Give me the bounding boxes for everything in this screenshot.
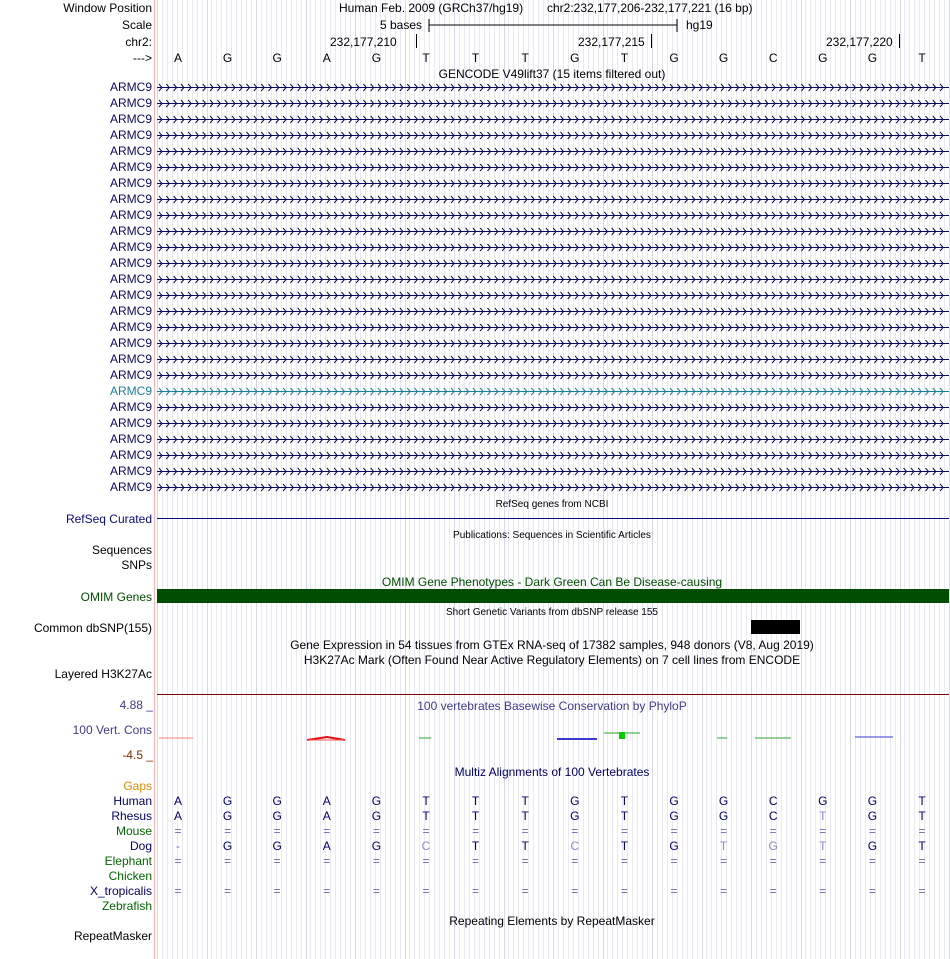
aligned-base: = (521, 824, 529, 838)
ref-base: G (570, 51, 580, 65)
aligned-base: = (521, 854, 529, 868)
gencode-transcript-label[interactable]: ARMC9 (109, 96, 152, 110)
gencode-transcript-feature[interactable] (157, 337, 949, 349)
species-label[interactable]: Chicken (108, 869, 152, 883)
publications-track-title[interactable]: Publications: Sequences in Scientific Articles (453, 530, 651, 541)
gencode-transcript-label[interactable]: ARMC9 (109, 368, 152, 382)
aligned-base: = (571, 824, 579, 838)
aligned-base: G (222, 794, 233, 808)
gencode-transcript-feature[interactable] (157, 257, 949, 269)
phylop-max: 4.88 _ (119, 698, 153, 712)
scale-bar-text: 5 bases (380, 18, 423, 32)
scale-bar (428, 16, 680, 34)
aligned-base: C (421, 839, 431, 853)
ref-base: G (867, 51, 878, 65)
aligned-base: T (471, 809, 480, 823)
aligned-base: G (222, 809, 233, 823)
aligned-base: T (521, 794, 529, 808)
aligned-base: = (472, 884, 480, 898)
aligned-base: = (521, 884, 529, 898)
aligned-base: G (371, 839, 382, 853)
aligned-base: = (868, 854, 876, 868)
coord-210: 232,177,210 (330, 35, 397, 49)
refseq-label[interactable]: RefSeq Curated (65, 512, 152, 526)
gaps-label[interactable]: Gaps (123, 779, 152, 793)
omim-feature[interactable] (157, 589, 949, 603)
gencode-transcript-label[interactable]: ARMC9 (109, 192, 152, 206)
aligned-base: = (372, 854, 380, 868)
aligned-base: = (422, 884, 430, 898)
refseq-feature[interactable] (157, 518, 949, 519)
aligned-base: T (422, 794, 430, 808)
coord-220: 232,177,220 (826, 35, 893, 49)
h3k27ac-signal (157, 694, 949, 695)
gencode-transcript-label[interactable]: ARMC9 (109, 432, 152, 446)
gencode-track-title[interactable]: GENCODE V49lift37 (15 items filtered out) (438, 67, 666, 81)
gencode-transcript-feature[interactable] (157, 401, 949, 413)
aligned-base: T (918, 794, 926, 808)
strand-label: ---> (133, 51, 152, 65)
species-label[interactable]: Human (113, 794, 152, 808)
gencode-transcript-feature[interactable] (157, 369, 949, 381)
aligned-base: G (669, 809, 679, 823)
aligned-base: = (819, 884, 827, 898)
aligned-base: G (272, 809, 282, 823)
gencode-transcript-label[interactable]: ARMC9 (109, 240, 152, 254)
aligned-base: = (868, 884, 876, 898)
aligned-base: = (720, 854, 728, 868)
gencode-transcript-label[interactable]: ARMC9 (109, 128, 152, 142)
aligned-base: C (768, 794, 778, 808)
aligned-base: = (224, 854, 232, 868)
aligned-base: = (769, 884, 777, 898)
aligned-base: G (272, 839, 282, 853)
aligned-base: = (323, 884, 331, 898)
aligned-base: T (620, 794, 629, 808)
aligned-base: G (818, 794, 828, 808)
species-label[interactable]: X_tropicalis (89, 884, 152, 898)
aligned-base: G (718, 809, 729, 823)
assembly-text: Human Feb. 2009 (GRCh37/hg19) (339, 1, 524, 15)
repeatmasker-track-title[interactable]: Repeating Elements by RepeatMasker (449, 914, 655, 928)
gencode-transcript-feature[interactable] (157, 305, 949, 317)
gencode-transcript-feature[interactable] (157, 129, 949, 141)
aligned-base: = (224, 824, 232, 838)
aligned-base: T (521, 839, 529, 853)
coord-tick (899, 34, 900, 48)
aligned-base: = (323, 854, 331, 868)
gencode-transcript-label[interactable]: ARMC9 (109, 208, 152, 222)
aligned-base: = (174, 824, 182, 838)
gencode-transcript-feature[interactable] (157, 225, 949, 237)
aligned-base: = (571, 884, 579, 898)
aligned-base: T (719, 839, 728, 853)
ref-base: A (173, 51, 182, 65)
aligned-base: A (322, 794, 331, 808)
gencode-transcript-feature[interactable] (157, 417, 949, 429)
ref-base: G (222, 51, 233, 65)
window-position-label: Window Position (63, 1, 152, 15)
aligned-base: G (867, 794, 878, 808)
aligned-base: = (720, 824, 728, 838)
gencode-transcript-label[interactable]: ARMC9 (109, 176, 152, 190)
h3k27ac-label[interactable]: Layered H3K27Ac (54, 667, 152, 681)
aligned-base: = (670, 884, 678, 898)
aligned-base: G (272, 794, 282, 808)
repeatmasker-label[interactable]: RepeatMasker (73, 929, 152, 943)
aligned-base: T (620, 809, 629, 823)
aligned-base: T (918, 839, 926, 853)
ref-base: G (718, 51, 729, 65)
gencode-transcript-feature[interactable] (157, 145, 949, 157)
gencode-transcript-feature[interactable] (157, 241, 949, 253)
gencode-transcript-label[interactable]: ARMC9 (109, 224, 152, 238)
aligned-base: A (322, 809, 331, 823)
coord-tick (416, 34, 417, 48)
species-label[interactable]: Rhesus (111, 809, 152, 823)
scale-label: Scale (121, 18, 152, 32)
aligned-base: T (471, 794, 480, 808)
gencode-transcript-label[interactable]: ARMC9 (109, 400, 152, 414)
aligned-base: = (769, 824, 777, 838)
aligned-base: = (273, 884, 281, 898)
gencode-transcript-feature[interactable] (157, 209, 949, 221)
aligned-base: G (222, 839, 233, 853)
aligned-base: = (670, 854, 678, 868)
ref-base: T (422, 51, 430, 65)
ref-base: T (521, 51, 529, 65)
phylop-graph (157, 728, 949, 744)
dbsnp-label[interactable]: Common dbSNP(155) (33, 621, 152, 635)
aligned-base: A (173, 794, 182, 808)
aligned-base: = (819, 824, 827, 838)
aligned-base: = (620, 884, 628, 898)
aligned-base: = (918, 824, 926, 838)
ref-base: G (669, 51, 679, 65)
scale-db: hg19 (686, 18, 713, 32)
aligned-base: G (570, 794, 580, 808)
gencode-transcript-label[interactable]: ARMC9 (109, 304, 152, 318)
species-label[interactable]: Mouse (115, 824, 152, 838)
gencode-transcript-feature[interactable] (157, 81, 949, 93)
gencode-transcript-feature[interactable] (157, 433, 949, 445)
ref-base: G (818, 51, 828, 65)
aligned-base: = (372, 824, 380, 838)
gencode-transcript-label[interactable]: ARMC9 (109, 80, 152, 94)
aligned-base: T (521, 809, 529, 823)
position-text[interactable]: chr2:232,177,206-232,177,221 (16 bp) (547, 1, 753, 15)
gencode-transcript-label[interactable]: ARMC9 (109, 288, 152, 302)
gencode-transcript-label[interactable]: ARMC9 (109, 144, 152, 158)
aligned-base: = (174, 854, 182, 868)
aligned-base: = (819, 854, 827, 868)
aligned-base: G (371, 809, 382, 823)
aligned-base: = (620, 824, 628, 838)
aligned-base: C (570, 839, 580, 853)
aligned-base: = (422, 824, 430, 838)
ref-base: A (322, 51, 331, 65)
gencode-transcript-feature[interactable] (157, 161, 949, 173)
gencode-transcript-feature[interactable] (157, 273, 949, 285)
gencode-transcript-feature[interactable] (157, 97, 949, 109)
aligned-base: = (918, 854, 926, 868)
aligned-base: A (322, 839, 331, 853)
gencode-transcript-label[interactable]: ARMC9 (109, 256, 152, 270)
gencode-transcript-feature[interactable] (157, 385, 949, 397)
sequences-label[interactable]: Sequences (91, 543, 152, 557)
species-label[interactable]: Elephant (104, 854, 152, 868)
omim-label[interactable]: OMIM Genes (80, 590, 152, 604)
aligned-base: = (224, 884, 232, 898)
aligned-base: = (174, 884, 182, 898)
gencode-transcript-feature[interactable] (157, 177, 949, 189)
gencode-transcript-label[interactable]: ARMC9 (109, 384, 152, 398)
phylop-label[interactable]: 100 Vert. Cons (72, 723, 152, 737)
aligned-base: = (670, 824, 678, 838)
phylop-min: -4.5 _ (122, 748, 153, 762)
gencode-transcript-feature[interactable] (157, 193, 949, 205)
aligned-base: = (918, 884, 926, 898)
ref-base: G (371, 51, 382, 65)
aligned-base: A (173, 809, 182, 823)
gencode-transcript-label[interactable]: ARMC9 (109, 352, 152, 366)
gencode-transcript-label[interactable]: ARMC9 (109, 480, 152, 494)
gencode-transcript-label[interactable]: ARMC9 (109, 416, 152, 430)
aligned-base: T (620, 839, 629, 853)
gencode-transcript-feature[interactable] (157, 321, 949, 333)
aligned-base: C (768, 809, 778, 823)
aligned-base: = (620, 854, 628, 868)
aligned-base: T (918, 809, 926, 823)
ref-base: T (471, 51, 480, 65)
gencode-transcript-label[interactable]: ARMC9 (109, 336, 152, 350)
aligned-base: G (867, 809, 878, 823)
aligned-base: = (372, 884, 380, 898)
gencode-transcript-feature[interactable] (157, 353, 949, 365)
chrom-label: chr2: (125, 35, 152, 49)
phylop-track-title[interactable]: 100 vertebrates Basewise Conservation by PhyloP (417, 699, 687, 713)
aligned-base: T (819, 839, 827, 853)
snp-feature[interactable] (751, 620, 800, 634)
gencode-transcript-label[interactable]: ARMC9 (109, 320, 152, 334)
aligned-base: = (273, 854, 281, 868)
ref-base: T (918, 51, 926, 65)
aligned-base: = (769, 854, 777, 868)
ref-base: C (768, 51, 778, 65)
omim-track-title[interactable]: OMIM Gene Phenotypes - Dark Green Can Be Disease-causing (381, 575, 723, 589)
species-label[interactable]: Dog (129, 839, 152, 853)
gencode-transcript-feature[interactable] (157, 289, 949, 301)
gencode-transcript-feature[interactable] (157, 449, 949, 461)
aligned-base: G (867, 839, 878, 853)
aligned-base: T (422, 809, 430, 823)
aligned-base: G (371, 794, 382, 808)
coord-tick (651, 34, 652, 48)
aligned-base: = (422, 854, 430, 868)
gencode-transcript-label[interactable]: ARMC9 (109, 464, 152, 478)
ref-base: T (620, 51, 629, 65)
aligned-base: = (571, 854, 579, 868)
aligned-base: G (768, 839, 778, 853)
gtex-track-title[interactable]: Gene Expression in 54 tissues from GTEx RNA-seq of 17382 samples, 948 donors (V8, Aug 2019) (290, 638, 814, 652)
aligned-base: - (176, 839, 180, 853)
snps-label[interactable]: SNPs (121, 558, 152, 572)
gencode-transcript-label[interactable]: ARMC9 (109, 160, 152, 174)
aligned-base: = (868, 824, 876, 838)
aligned-base: = (720, 884, 728, 898)
aligned-base: G (669, 794, 679, 808)
aligned-base: = (472, 854, 480, 868)
aligned-base: = (472, 824, 480, 838)
aligned-base: T (819, 809, 827, 823)
gencode-transcript-feature[interactable] (157, 465, 949, 477)
gencode-transcript-feature[interactable] (157, 481, 949, 493)
aligned-base: G (718, 794, 729, 808)
aligned-base: = (273, 824, 281, 838)
dbsnp-track-title[interactable]: Short Genetic Variants from dbSNP release 155 (446, 607, 658, 618)
aligned-base: G (669, 839, 679, 853)
gencode-transcript-label[interactable]: ARMC9 (109, 112, 152, 126)
aligned-base: G (570, 809, 580, 823)
ref-base: G (272, 51, 282, 65)
gencode-transcript-feature[interactable] (157, 113, 949, 125)
h3k27ac-track-title[interactable]: H3K27Ac Mark (Often Found Near Active Regulatory Elements) on 7 cell lines from ENCODE (303, 653, 801, 667)
gencode-transcript-label[interactable]: ARMC9 (109, 272, 152, 286)
species-label[interactable]: Zebrafish (101, 899, 152, 913)
refseq-track-title[interactable]: RefSeq genes from NCBI (495, 499, 609, 510)
multiz-track-title[interactable]: Multiz Alignments of 100 Vertebrates (454, 765, 650, 779)
coord-215: 232,177,215 (578, 35, 645, 49)
aligned-base: = (323, 824, 331, 838)
gencode-transcript-label[interactable]: ARMC9 (109, 448, 152, 462)
aligned-base: T (471, 839, 480, 853)
